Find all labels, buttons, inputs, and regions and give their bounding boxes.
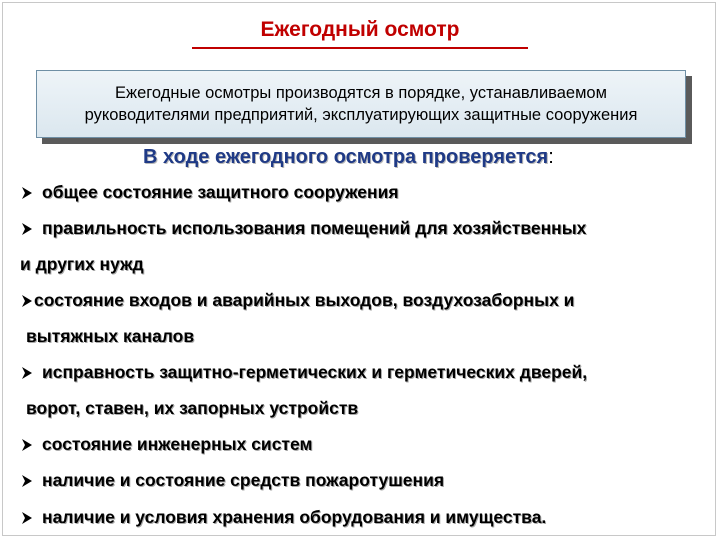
arrow-bullet-icon [20,507,42,528]
list-item: наличие и состояние средств пожаротушения [20,470,700,491]
list-item: общее состояние защитного сооружения [20,182,700,203]
arrow-bullet-icon [20,182,42,203]
info-box-line-2: руководителями предприятий, эксплуатирующих защитные сооружения [84,106,638,124]
list-item-continuation: вытяжных каналов [26,326,195,346]
section-heading-text: В ходе ежегодного осмотра проверяется [143,146,549,168]
list-item: состояние входов и аварийных выходов, воздухозаборных и [20,290,700,311]
arrow-bullet-icon [20,470,42,491]
slide-title: Ежегодный осмотр [260,18,460,41]
title-underline [192,47,528,49]
list-item: наличие и условия хранения оборудования и имущества. [20,507,700,528]
list-item-continuation: ворот, ставен, их запорных устройств [26,398,359,418]
info-box-line-1: Ежегодные осмотры производятся в порядке, устанавливаемом [115,84,607,102]
arrow-bullet-icon [20,434,42,455]
list-item: состояние инженерных систем [20,434,700,455]
list-item: правильность использования помещений для хозяйственных [20,218,700,239]
list-item: исправность защитно-герметических и герметических дверей, [20,362,700,383]
info-box [36,70,686,138]
arrow-bullet-icon [20,362,42,383]
section-heading [143,146,554,169]
arrow-bullet-icon [20,218,42,239]
arrow-bullet-icon [20,290,34,311]
list-item-continuation: и других нужд [20,254,144,274]
section-heading-colon: : [548,146,554,168]
